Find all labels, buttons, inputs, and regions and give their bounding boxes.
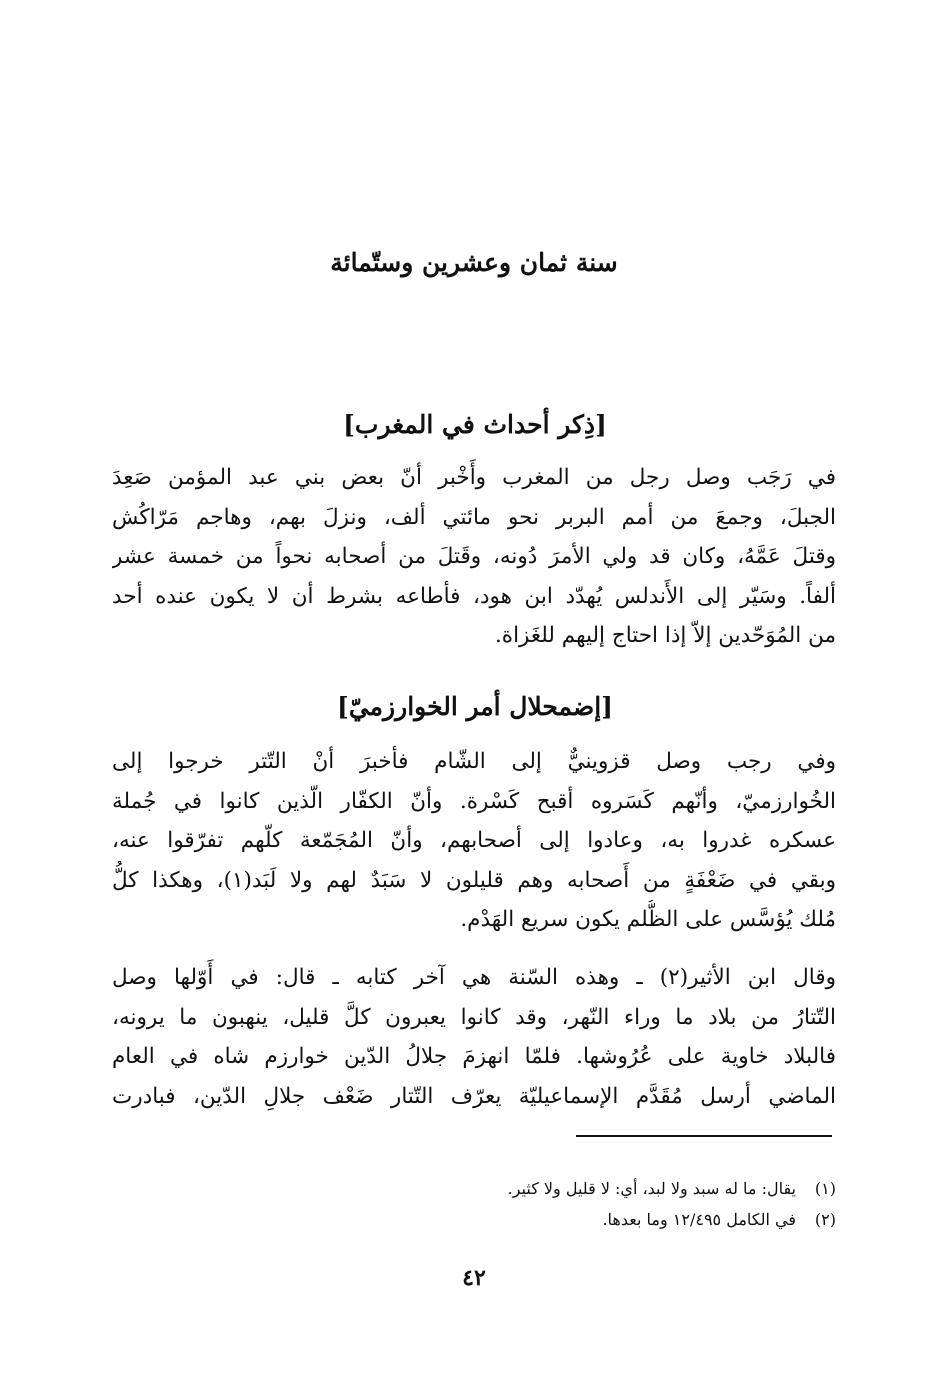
text-line: التّتارُ من بلاد ما وراء النّهر، وقد كانوا يعبرون كلَّ قليل، ينهبون ما يرونه،: [112, 1004, 836, 1030]
text-line: وفي رجب وصل قزوينيٌّ إلى الشّام فأخبرَ أنْ التّتر خرجوا إلى: [112, 749, 836, 774]
section-heading-maghreb: [ذِكر أحداث في المغرب]: [343, 410, 607, 439]
text-line: وقتلَ عَمَّهُ، وكان قد ولي الأمرَ دُونه، وقَتلَ من أصحابه نحواً من خمسة عشر: [112, 544, 836, 570]
year-title: سنة ثمان وعشرين وستّمائة: [330, 248, 618, 277]
text-line: الجبلَ، وجمعَ من أمم البربر نحو مائتي ألف، ونزلَ بهم، وهاجم مَرّاكُش: [112, 504, 836, 530]
text-line: وقال ابن الأثير(٢) ـ وهذه السّنة هي آخر كتابه ـ قال: في أَوّلها وصل: [112, 965, 836, 990]
text-line: عسكره غدروا به، وعادوا إلى أصحابهم، وأنّ المُجَمّعة كلّهم تفرّقوا عنه،: [112, 828, 836, 854]
text-line: وبقي في ضَعْفَةٍ من أَصحابه وهم قليلون لا سَبَدٌ لهم ولا لَبَد(١)، وهكذا كلُّ: [112, 867, 836, 893]
footnote-number: (١): [814, 1179, 836, 1198]
footnote: [276, 1173, 836, 1204]
footnote-text: في الكامل ١٢/٤٩٥ وما بعدها.: [602, 1210, 796, 1229]
section-heading-khwarazmi: [إضمحلال أمر الخوارزميّ]: [337, 692, 613, 721]
paragraph-khwarazmi-2: [112, 958, 836, 1116]
footnote-number: (٢): [814, 1210, 836, 1229]
footnotes: [276, 1173, 836, 1235]
text-line: فالبلاد خاوية على عُرُوشها. فلمّا انهزمَ جلالُ الدّين خوارزم شاه في العام: [112, 1044, 836, 1070]
paragraph-khwarazmi-1: [112, 742, 836, 940]
paragraph-maghreb: [112, 458, 836, 656]
footnote-text: يقال: ما له سبد ولا لبد، أي: لا قليل ولا كثير.: [507, 1179, 796, 1198]
text-line: في رَجَب وصل رجل من المغرب وأَخْبر أنّ بعض بني عبد المؤمن صَعِدَ: [112, 465, 836, 490]
text-line: ألفاً. وسَيّر إلى الأَندلس يُهدّد ابن هود، فأطاعه بشرط أن لا يكون عنده أحد: [112, 583, 836, 609]
page-number: ٤٢: [462, 1265, 486, 1291]
text-line: من المُوَحّدين إلاّ إذا احتاج إليهم للغَزاة.: [494, 623, 836, 649]
footnote-separator: [576, 1135, 832, 1137]
text-line: الخُوارزميّ، وأنّهم كَسَروه أقبح كَسْرة. وأنّ الكفّار الّذين كانوا في جُملة: [112, 788, 836, 814]
footnote: [276, 1204, 836, 1235]
text-line: مُلك يُؤسَّس على الظُّلم يكون سريع الهَدْم.: [460, 907, 836, 933]
text-line: الماضي أرسل مُقَدَّم الإسماعيليّة يعرّف التّتار ضَعْف جلالِ الدّين، فبادرت: [112, 1083, 836, 1109]
